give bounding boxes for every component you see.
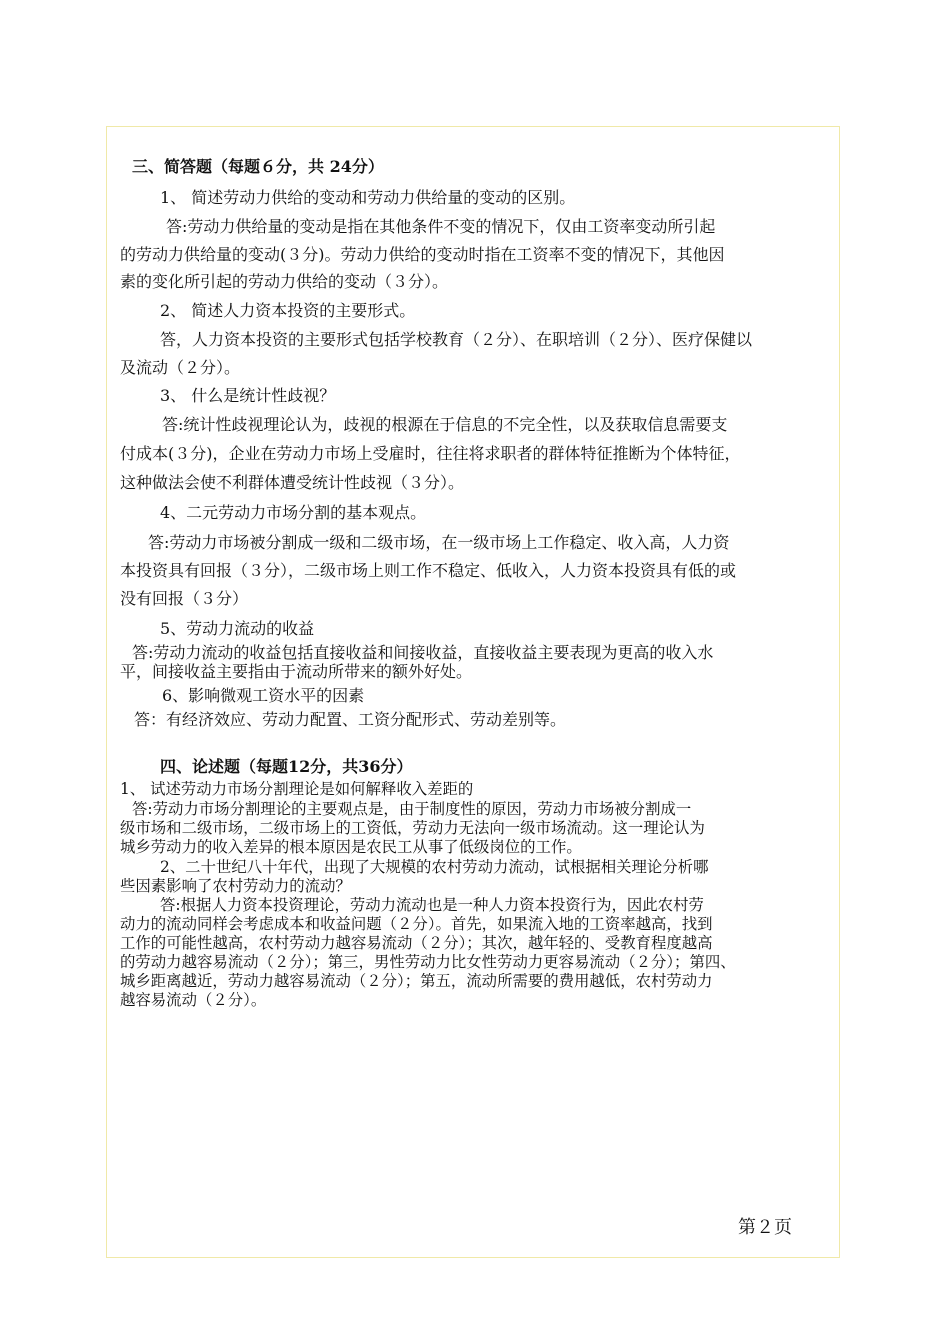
q1-answer-line: 的劳动力供给量的变动(３分)。劳动力供给的变动时指在工资率不变的情况下，其他因: [120, 245, 725, 264]
q1-answer-line: 答:劳动力供给量的变动是指在其他条件不变的情况下，仅由工资率变动所引起: [166, 217, 716, 236]
q6-question: 6、影响微观工资水平的因素: [162, 686, 365, 705]
q1-answer-line: 素的变化所引起的劳动力供给的变动（３分）。: [120, 272, 449, 291]
essay1-answer-line: 答:劳动力市场分割理论的主要观点是，由于制度性的原因，劳动力市场被分割成一: [132, 800, 692, 818]
q5-answer-line: 平，间接收益主要指由于流动所带来的额外好处。: [120, 662, 473, 681]
essay1-answer-line: 城乡劳动力的收入差异的根本原因是农民工从事了低级岗位的工作。: [120, 838, 582, 856]
essay1-question: 1、 试述劳动力市场分割理论是如何解释收入差距的: [120, 780, 474, 798]
q2-question: 2、 简述人力资本投资的主要形式。: [160, 301, 416, 320]
essay2-answer-line: 越容易流动（２分）。: [120, 991, 267, 1009]
essay2-answer-line: 的劳动力越容易流动（２分）；第三，男性劳动力比女性劳动力更容易流动（２分）；第四、: [120, 953, 736, 971]
essay1-answer-line: 级市场和二级市场，二级市场上的工资低，劳动力无法向一级市场流动。这一理论认为: [120, 819, 705, 837]
page-number: 第２页: [738, 1217, 792, 1238]
q1-question: 1、 简述劳动力供给的变动和劳动力供给量的变动的区别。: [160, 188, 576, 207]
essay2-answer-line: 城乡距离越近，劳动力越容易流动（２分）；第五，流动所需要的费用越低，农村劳动力: [120, 972, 713, 990]
essay2-question-line: 些因素影响了农村劳动力的流动？: [120, 877, 351, 895]
q3-answer-line: 答:统计性歧视理论认为，歧视的根源在于信息的不完全性，以及获取信息需要支: [162, 415, 728, 434]
essay2-answer-line: 工作的可能性越高，农村劳动力越容易流动（２分）；其次，越年轻的、受教育程度越高: [120, 934, 713, 952]
q5-answer-line: 答:劳动力流动的收益包括直接收益和间接收益，直接收益主要表现为更高的收入水: [132, 643, 714, 662]
q3-question: 3、 什么是统计性歧视？: [160, 386, 336, 405]
q4-answer-line: 没有回报（３分）: [120, 589, 249, 608]
essay2-answer-line: 动力的流动同样会考虑成本和收益问题（２分）。首先，如果流入地的工资率越高，找到: [120, 915, 713, 933]
section4-heading: 四、论述题（每题12分，共36分）: [160, 757, 413, 776]
q2-answer-line: 及流动（２分）。: [120, 358, 241, 377]
q3-answer-line: 这种做法会使不利群体遭受统计性歧视（３分）。: [120, 473, 465, 492]
q6-answer-line: 答：有经济效应、劳动力配置、工资分配形式、劳动差别等。: [134, 710, 567, 729]
essay2-question-line: 2、二十世纪八十年代，出现了大规模的农村劳动力流动，试根据相关理论分析哪: [160, 858, 709, 876]
q4-answer-line: 答:劳动力市场被分割成一级和二级市场，在一级市场上工作稳定、收入高，人力资: [148, 533, 730, 552]
q5-question: 5、劳动力流动的收益: [160, 619, 315, 638]
q3-answer-line: 付成本(３分)，企业在劳动力市场上受雇时，往往将求职者的群体特征推断为个体特征，: [120, 444, 741, 463]
essay2-answer-line: 答:根据人力资本投资理论，劳动力流动也是一种人力资本投资行为，因此农村劳: [160, 896, 704, 914]
q4-answer-line: 本投资具有回报（３分），二级市场上则工作不稳定、低收入，人力资本投资具有低的或: [120, 561, 737, 580]
q4-question: 4、二元劳动力市场分割的基本观点。: [160, 503, 427, 522]
section3-heading: 三、简答题（每题６分，共 24分）: [132, 157, 384, 176]
q2-answer-line: 答，人力资本投资的主要形式包括学校教育（２分）、在职培训（２分）、医疗保健以: [160, 330, 753, 349]
